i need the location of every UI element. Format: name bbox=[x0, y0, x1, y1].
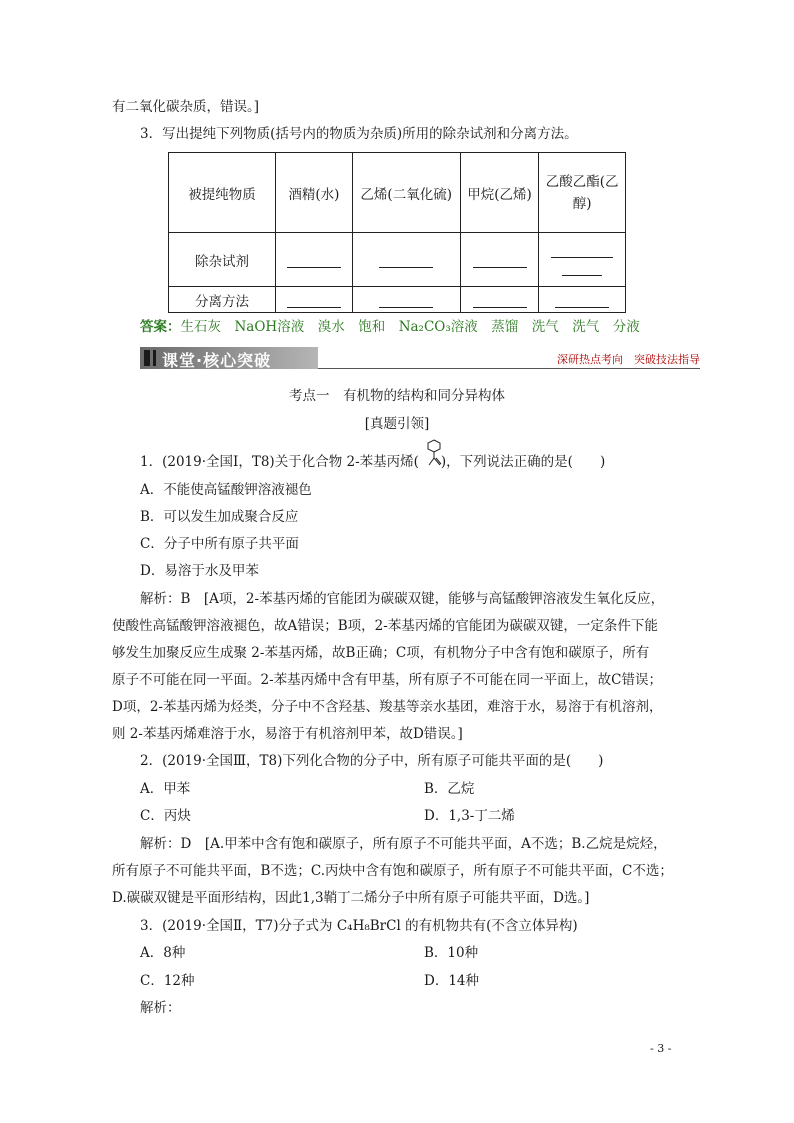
banner-bar-icon bbox=[153, 350, 156, 366]
q3-stem: 3．(2019·全国Ⅱ，T7)分子式为 C₄H₈BrCl 的有机物共有(不含立体异构) bbox=[140, 918, 578, 934]
q2-stem: 2．(2019·全国Ⅲ，T8)下列化合物的分子中，所有原子可能共平面的是( ) bbox=[140, 753, 604, 769]
q1-option-b: B．可以发生加成聚合反应 bbox=[140, 509, 299, 525]
section-title: 考点一 有机物的结构和同分异构体 bbox=[289, 388, 505, 404]
banner-tag bbox=[140, 347, 318, 369]
banner-subtitle: 深研热点考向 突破技法指导 bbox=[557, 353, 700, 366]
q1-option-a: A．不能使高锰酸钾溶液褪色 bbox=[140, 482, 312, 498]
table-col-3: 甲烷(乙烯) bbox=[460, 153, 539, 233]
q1-explanation-1: 解析：B [A项，2-苯基丙烯的官能团为碳碳双键，能够与高锰酸钾溶液发生氧化反应， bbox=[140, 591, 665, 607]
q1-explanation-6: 则 2-苯基丙烯难溶于水，易溶于有机溶剂甲苯，故D错误。] bbox=[112, 726, 463, 742]
banner-title: 课堂·核心突破 bbox=[162, 351, 272, 370]
q2-explanation-3: D.碳碳双键是平面形结构，因此1,3鞘丁二烯分子中所有原子可能共平面，D选。] bbox=[112, 890, 590, 906]
banner-rule bbox=[318, 368, 700, 369]
blank-cell bbox=[276, 287, 353, 313]
fill-blank[interactable] bbox=[473, 253, 527, 268]
table-row-header: 被提纯物质 bbox=[169, 153, 276, 233]
blank-cell bbox=[539, 233, 626, 287]
table-col-2: 乙烯(二氧化硫) bbox=[352, 153, 460, 233]
q2-option-d: D．1,3-丁二烯 bbox=[424, 808, 515, 824]
blank-cell bbox=[352, 287, 460, 313]
q2-explanation-2: 所有原子不可能共平面，B不选；C.丙炔中含有饱和碳原子，所有原子不可能共平面，C不选； bbox=[112, 863, 673, 879]
fill-blank[interactable] bbox=[555, 293, 609, 308]
table-col-4: 乙酸乙酯(乙醇) bbox=[539, 153, 626, 233]
answer-line bbox=[140, 318, 640, 336]
q2-explanation-1: 解析：D [A.甲苯中含有饱和碳原子，所有原子不可能共平面，A不选；B.乙烷是烷烃， bbox=[140, 836, 667, 852]
phenylpropene-structure-icon bbox=[424, 438, 454, 468]
table-col-1: 酒精(水) bbox=[276, 153, 353, 233]
intro-line: 有二氧化碳杂质，错误。] bbox=[112, 99, 260, 115]
table-row-method: 分离方法 bbox=[169, 287, 276, 313]
q1-stem-start: 1．(2019·全国Ⅰ，T8)关于化合物 2-苯基丙烯( bbox=[140, 454, 419, 470]
blank-cell bbox=[276, 233, 353, 287]
fill-blank[interactable] bbox=[287, 253, 341, 268]
blank-cell bbox=[539, 287, 626, 313]
q3-option-d: D．14种 bbox=[424, 973, 480, 989]
q1-stem bbox=[140, 453, 605, 471]
q3-explanation: 解析： bbox=[140, 1000, 181, 1016]
blank-cell bbox=[460, 287, 539, 313]
blank-cell bbox=[460, 233, 539, 287]
q1-stem-end: )，下列说法正确的是( ) bbox=[440, 454, 606, 470]
fill-blank[interactable] bbox=[287, 293, 341, 308]
fill-blank[interactable] bbox=[473, 293, 527, 308]
purification-table bbox=[168, 152, 626, 313]
q1-explanation-4: 原子不可能在同一平面。2-苯基丙烯中含有甲基，所有原子不可能在同一平面上，故C错误； bbox=[112, 672, 662, 688]
q1-option-d: D．易溶于水及甲苯 bbox=[140, 563, 259, 579]
q1-explanation-3: 够发生加聚反应生成聚 2-苯基丙烯，故B正确；C项，有机物分子中含有饱和碳原子，所有 bbox=[112, 645, 650, 661]
q3-option-c: C．12种 bbox=[140, 973, 195, 989]
page-number: - 3 - bbox=[650, 1042, 672, 1055]
fill-blank[interactable] bbox=[562, 261, 602, 276]
q2-option-c: C．丙炔 bbox=[140, 808, 191, 824]
q1-option-c: C．分子中所有原子共平面 bbox=[140, 536, 299, 552]
blank-cell bbox=[352, 233, 460, 287]
section-subtitle: [真题引领] bbox=[364, 416, 430, 432]
table-row-reagent: 除杂试剂 bbox=[169, 233, 276, 287]
answer-label: 答案： bbox=[140, 319, 181, 335]
q1-explanation-2: 使酸性高锰酸钾溶液褪色，故A错误；B项，2-苯基丙烯的官能团为碳碳双键，一定条件下能 bbox=[112, 618, 658, 634]
answer-text: 生石灰 NaOH溶液 溴水 饱和 Na₂CO₃溶液 蒸馏 洗气 洗气 分液 bbox=[180, 319, 640, 335]
q3-prompt: 3．写出提纯下列物质(括号内的物质为杂质)所用的除杂试剂和分离方法。 bbox=[140, 126, 578, 142]
q1-explanation-5: D项，2-苯基丙烯为烃类，分子中不含羟基、羧基等亲水基团，难溶于水，易溶于有机溶剂， bbox=[112, 699, 663, 715]
fill-blank[interactable] bbox=[551, 243, 613, 258]
q2-option-b: B．乙烷 bbox=[424, 781, 475, 797]
fill-blank[interactable] bbox=[379, 253, 433, 268]
q2-option-a: A．甲苯 bbox=[140, 781, 191, 797]
fill-blank[interactable] bbox=[379, 293, 433, 308]
section-banner bbox=[140, 347, 700, 371]
q3-option-b: B．10种 bbox=[424, 945, 479, 961]
banner-bar-icon bbox=[144, 350, 150, 366]
q3-option-a: A．8种 bbox=[140, 945, 186, 961]
